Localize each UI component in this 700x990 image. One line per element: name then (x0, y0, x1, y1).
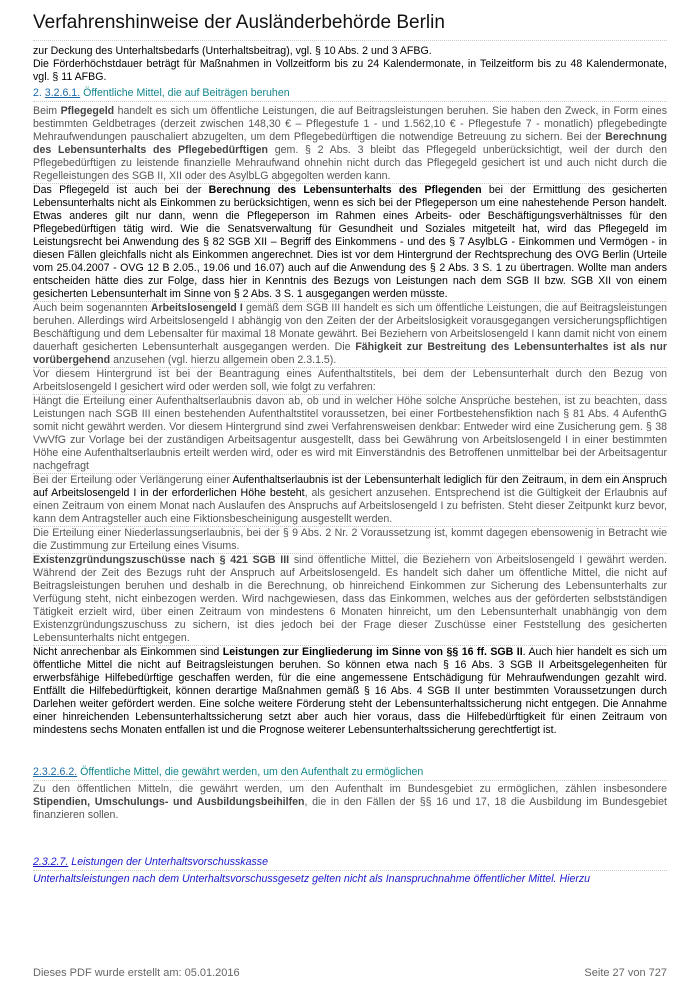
section-heading-2-3-2-6-2 (33, 766, 667, 781)
text-run: Zu den öffentlichen Mitteln, die gewährt werden, um den Aufenthalt im Bundesgebiet zu ermöglichen, zählen insbesondere (33, 783, 667, 795)
text-run: handelt es sich um öffentliche Leistungen, die auf Beitragsleistungen beruhen. Sie haben den Zweck, in Form eines bestimmten Geldbetrages (derzeit zwischen 148,30 € – Pflegestufe 1 - und 1.562,10 € - Pflegestufe 7 - monatlich) pflegebedingte Mehraufwendungen pauschaliert abzugelten, um dem Pflegebedürftigen die notwendige Betreuung zu sichern. Bei der (33, 105, 667, 143)
text-run: , die in den Fällen der §§ 16 und 17, 18 die Ausbildung im Bundesgebiet finanzieren sollen. (33, 796, 667, 821)
bold-run: Fähigkeit zur Bestreitung des Lebensunterhaltes ist als nur vorübergehend (33, 341, 667, 366)
text-run: Nicht anrechenbar als Einkommen sind (33, 646, 223, 658)
bold-run: Existenzgründungszuschüsse nach § 421 SGB III (33, 554, 290, 566)
intro-line-2: Die Förderhöchstdauer beträgt für Maßnahmen in Vollzeitform bis zu 24 Kalendermonate, in Teilzeitform bis zu 48 Kalendermonate, vgl. § 11 AFBG. (33, 58, 667, 83)
text-run: sind öffentliche Mittel, die Beziehern von Arbeitslosengeld I gewährt werden. Während der Zeit des Bezugs ruht der Anspruch auf Arbeitslosengeld. Es handelt sich daher um öffentliche Mittel, die nicht auf Beitragsleistungen beruhen und deshalb in die Berechnung, ob hinreichend Einkommen zur Sicherung des Lebensunterhalts zur Verfügung steht, nicht einbezogen werden. Wird nachgewiesen, dass das Einkommen, welches aus der geförderten selbstständigen Tätigkeit erzielt wird, über einen Zeitraum von mindestens 6 Monaten hinreicht, um den Lebensunterhalt unabhängig von dem Existenzgründungszuschuss zu sichern, ist dies jedoch bei der Frage dieser Zuschüsse einer Feststellung des gesicherten Lebensunterhalts nicht entgegen. (33, 554, 667, 644)
paragraph-arbeitslosengeld (33, 302, 667, 368)
text-run: anzusehen (vgl. hierzu allgemein oben 2.3.1.5). (110, 354, 337, 366)
section-number-link[interactable]: 2.3.2.6.2. (33, 766, 78, 778)
paragraph-niederlassung: Die Erteilung einer Niederlassungserlaubnis, bei der § 9 Abs. 2 Nr. 2 Voraussetzung ist, kommt dagegen ebensowenig in Betracht wie die Zustimmung zur Erteilung eines Visums. (33, 527, 667, 552)
footer-page-number: Seite 27 von 727 (584, 967, 667, 979)
text-run: gemäß dem SGB III handelt es sich um öffentliche Leistungen, die auf Beitragsleistungen beruhen. Allerdings wird Arbeitslosengeld I abhängig von den Zeiten der der Arbeitslosigkeit vorausgegangen versicherungspflichtigen Beschäftigung und dem Lebensalter für maximal 18 Monate gewährt. Bei Beziehern von Arbeitslosengeld I kann damit nicht von einem dauerhaft gesicherten Lebensunterhalt ausgegangen werden. Die (33, 302, 667, 353)
bold-run: Leistungen zur Eingliederung im Sinne von §§ 16 ff. SGB II (222, 646, 523, 658)
text-run: Das Pflegegeld ist auch bei der (33, 184, 209, 196)
text-run: gem. § 2 Abs. 3 bleibt das Pflegegeld unberücksichtigt, weil der durch den Pflegebedürftigen zu leistende finanzielle Mehraufwand ohnehin nicht durch das Pflegegeld gesichert ist und auch nicht durch die Regelleistungen des SGB II, XII oder des AsylbLG abgegolten werden kann. (33, 144, 667, 182)
section-number-link[interactable]: 2.3.2.7. (33, 856, 69, 868)
bold-run: Stipendien, Umschulungs- und Ausbildungsbeihilfen (33, 796, 305, 808)
document-page (33, 0, 667, 886)
paragraph-unterhaltsvorschuss: Unterhaltsleistungen nach dem Unterhaltsvorschussgesetz gelten nicht als Inanspruchnahme öffentlicher Mittel. Hierzu (33, 873, 591, 885)
section-heading-2-3-2-7 (33, 856, 667, 871)
text-run: Beim (33, 105, 61, 117)
section-heading-3-2-6-1 (33, 87, 667, 102)
section-title: Leistungen der Unterhaltsvorschusskasse (71, 856, 268, 868)
section-title: Öffentliche Mittel, die auf Beiträgen beruhen (83, 87, 290, 99)
text-run: , als gesichert anzusehen. Entsprechend ist die Gültigkeit der Erlaubnis auf einen Zeitraum von einem Monat nach Auslaufen des Anspruchs auf Arbeitslosengeld I zu befristen. Steht dieser Zeitpunkt kurz bevor, kann dem Antragsteller auch eine Fiktionsbescheinigung ausgestellt werden. (33, 487, 667, 525)
bold-run: Berechnung des Lebensunterhalts des Pflegenden (208, 184, 482, 196)
section-title: Öffentliche Mittel, die gewährt werden, um den Aufenthalt zu ermöglichen (80, 766, 424, 778)
bold-run: Berechnung des Lebensunterhalts des Pflegebedürftigen (33, 131, 667, 156)
paragraph-erteilung: Hängt die Erteilung einer Aufenthaltserlaubnis davon ab, ob und in welcher Höhe solche Ansprüche bestehen, ist zu beachten, dass Leistungen nach SGB III einen bestehenden Aufenthaltstitel voraussetzen, bei einer Fortbestehensfiktion nach § 81 Abs. 4 AufenthG somit nicht gewährt werden. Vor diesem Hintergrund sind zwei Verfahrensweisen denkbar: Entweder wird eine Zusicherung gem. § 38 VwVfG zur Vorlage bei der zuständigen Arbeitsagentur ausgestellt, dass bei Gewährung von Arbeitslosengeld I in einer bestimmten Höhe eine Aufenthaltserlaubnis erteilt werden wird, oder es wird mit Einverständnis des Betroffenen unmittelbar bei der Arbeitsagentur nachgefragt (33, 395, 667, 472)
intro-line-1: zur Deckung des Unterhaltsbedarfs (Unterhaltsbeitrag), vgl. § 10 Abs. 2 und 3 AFBG. (33, 45, 432, 57)
page-footer (33, 966, 667, 980)
page-title: Verfahrenshinweise der Ausländerbehörde Berlin (33, 0, 667, 41)
paragraph-pflegegeld (33, 105, 667, 184)
footer-created-date: Dieses PDF wurde erstellt am: 05.01.2016 (33, 967, 240, 979)
paragraph-eingliederung (33, 646, 667, 737)
section-number-link[interactable]: 3.2.6.1. (44, 87, 81, 99)
paragraph-verlaengerung (33, 474, 667, 527)
text-run: Bei der Erteilung oder Verlängerung einer (33, 474, 233, 486)
text-run: Auch beim sogenannten (33, 302, 151, 314)
paragraph-stipendien (33, 783, 667, 822)
paragraph-verfahren: Vor diesem Hintergrund ist bei der Beantragung eines Aufenthaltstitels, bei dem der Lebensunterhalt durch den Bezug von Arbeitslosengeld I gesichert wird oder werden soll, wie folgt zu verfahren: (33, 368, 667, 393)
paragraph-pflegende (33, 184, 667, 302)
bold-run: Pflegegeld (60, 105, 115, 117)
paragraph-existenzgruendung (33, 554, 667, 646)
section-prefix[interactable]: 2. (33, 87, 42, 99)
highlighted-run: Aufenthaltserlaubnis ist der Lebensunterhalt lediglich für den Zeitraum, in dem ein Anspruch auf Arbeitslosengeld I in der erforderlichen Höhe besteht (33, 474, 667, 499)
text-run: bei der Ermittlung des gesicherten Lebensunterhalts nicht als Einkommen zu berücksichtigen, wenn es sich bei der Pflegeperson um eine nahestehende Person handelt. Etwas anderes gilt nur dann, wenn die Pflegeperson im Rahmen eines Arbeits- oder Beschäftigungsverhältnisses für den Pflegebedürftigen tätig wird. Wie die Senatsverwaltung für Gesundheit und Soziales mitgeteilt hat, wird das Pflegegeld im Leistungsrecht bei Anwendung des § 82 SGB XII – Begriff des Einkommens - und des § 7 AsylbLG - Einkommen und Vermögen - in diesen Fällen gleichfalls nicht als Einkommen angerechnet. Dies ist vor dem Hintergrund der Rechtsprechung des OVG Berlin (Urteile vom 25.04.2007 - OVG 12 B 2.05., 19.06 und 16.07) auch auf die Anwendung des § 2 Abs. 3 S. 1 zu übertragen. Wollte man anders entscheiden hätte dies zur Folge, dass hier in Kenntnis des Bezugs von Leistungen nach dem SGB II bzw. SGB XII von einem gesicherten Lebensunterhalt im Sinne von § 2 Abs. 3 S. 1 ausgegangen werden müsste. (33, 184, 667, 300)
text-run: . Auch hier handelt es sich um öffentliche Mittel die nicht auf Beitragsleistungen beruhen. So können etwa nach § 16 Abs. 3 SGB II Arbeitsgelegenheiten für erwerbsfähige Hilfebedürftige geschaffen werden, für die eine angemessene Entschädigung für Mehraufwendungen gezahlt wird. Entfällt die Hilfebedürftigkeit, können derartige Maßnahmen gemäß § 16 Abs. 4 SGB II unter bestimmten Voraussetzungen durch Darlehen weiter gefördert werden. Eine solche weitere Förderung steht der Lebensunterhaltssicherung nicht entgegen. Die Annahme einer hinreichenden Lebensunterhaltssicherung setzt aber auch hier voraus, dass die Hilfebedürftigkeit für einen Zeitraum von mindestens sechs Monaten entfallen ist und die Prognose weiterer Lebensunterhaltssicherung gerechtfertigt ist. (33, 646, 667, 736)
bold-run: Arbeitslosengeld I (150, 302, 243, 314)
